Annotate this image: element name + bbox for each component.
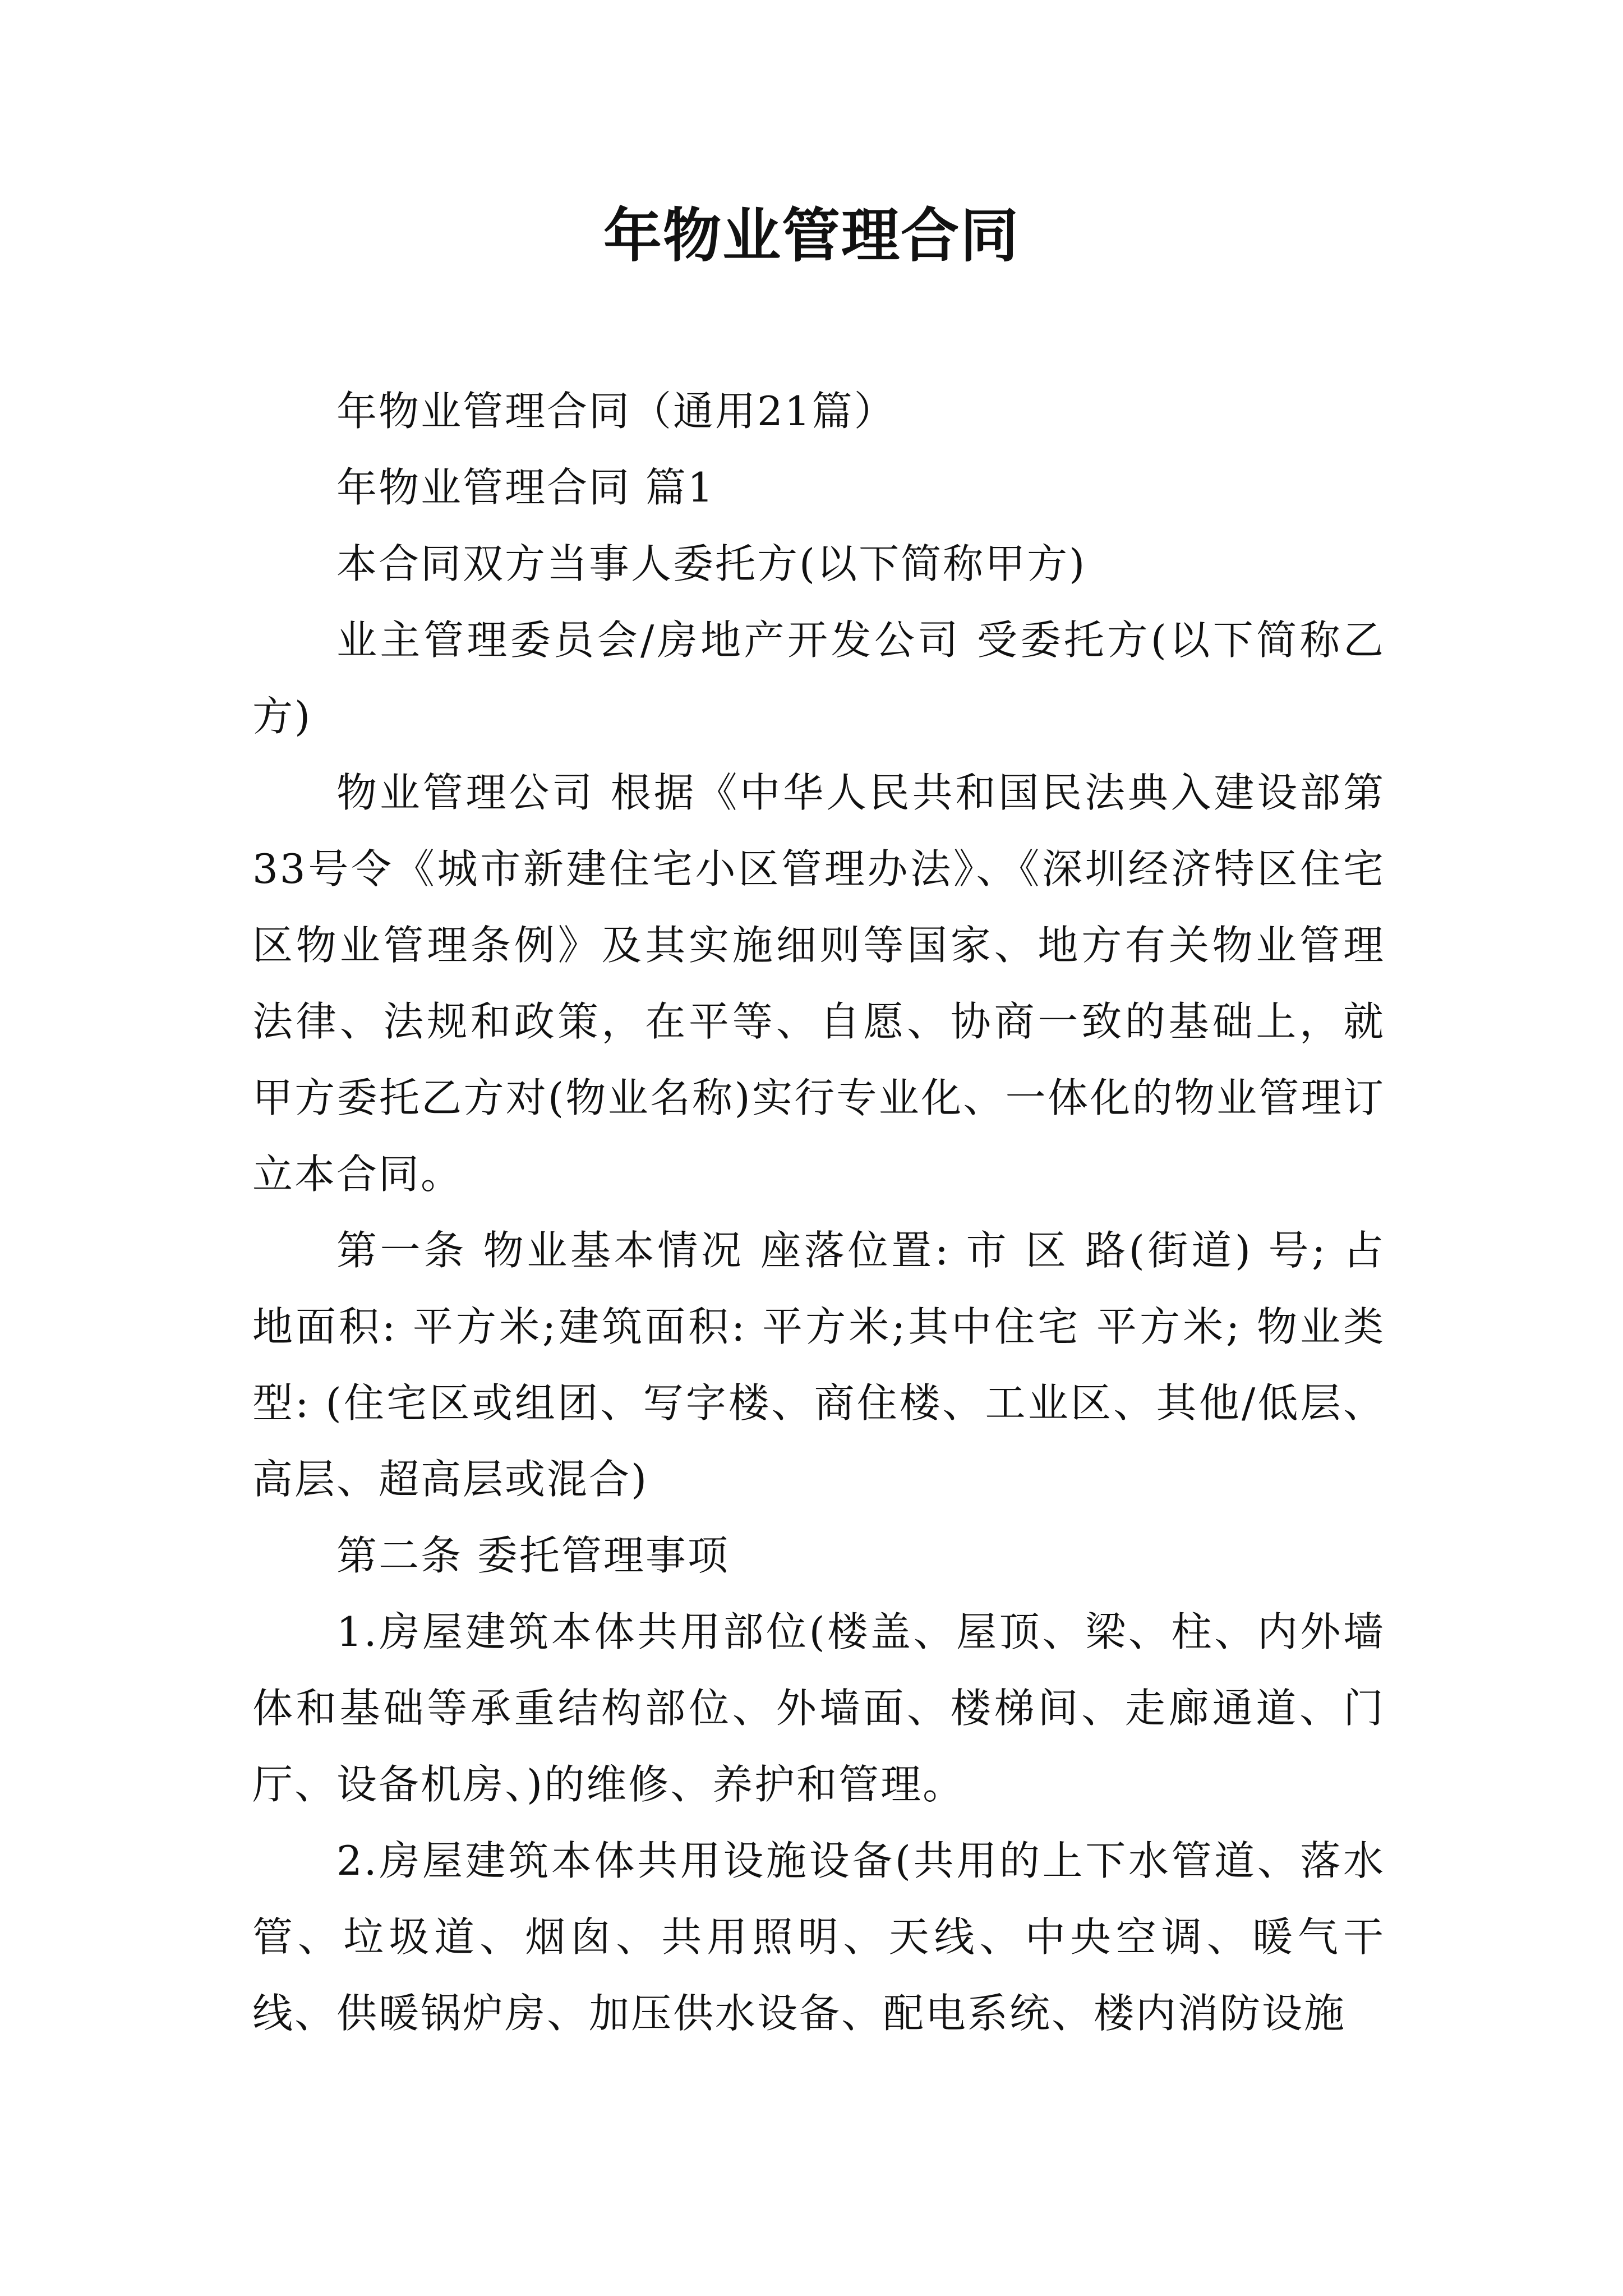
document-title: 年物业管理合同	[603, 201, 1020, 270]
paragraph-subtitle: 年物业管理合同（通用21篇）	[336, 388, 896, 435]
paragraph-article-1: 第一条 物业基本情况 座落位置: 市 区 路(街道) 号; 占地面积: 平方米;建筑面积: 平方米;其中住宅 平方米; 物业类型: (住宅区或组团、写字楼、商住楼、工业区、其他/低层、高层、超高层或混合)	[252, 1227, 1385, 1503]
document-body	[252, 373, 1385, 2051]
paragraph-party-b: 业主管理委员会/房地产开发公司 受委托方(以下简称乙方)	[252, 616, 1385, 740]
paragraph-item-2: 2.房屋建筑本体共用设施设备(共用的上下水管道、落水管、垃圾道、烟囱、共用照明、天线、中央空调、暖气干线、供暖锅炉房、加压供水设备、配电系统、楼内消防设施	[252, 1837, 1385, 2037]
paragraph-party-a: 本合同双方当事人委托方(以下简称甲方)	[336, 540, 1087, 587]
paragraph-item-1: 1.房屋建筑本体共用部位(楼盖、屋顶、梁、柱、内外墙体和基础等承重结构部位、外墙面、楼梯间、走廊通道、门厅、设备机房、)的维修、养护和管理。	[252, 1608, 1385, 1808]
paragraph-section-heading: 年物业管理合同 篇1	[336, 464, 715, 511]
paragraph-article-2-heading: 第二条 委托管理事项	[336, 1532, 730, 1579]
paragraph-legal-basis: 物业管理公司 根据《中华人民共和国民法典入建设部第33号令《城市新建住宅小区管理办法》、《深圳经济特区住宅区物业管理条例》及其实施细则等国家、地方有关物业管理法律、法规和政策，在平等、自愿、协商一致的基础上，就甲方委托乙方对(物业名称)实行专业化、一体化的物业管理订立本合同。	[252, 769, 1385, 1198]
